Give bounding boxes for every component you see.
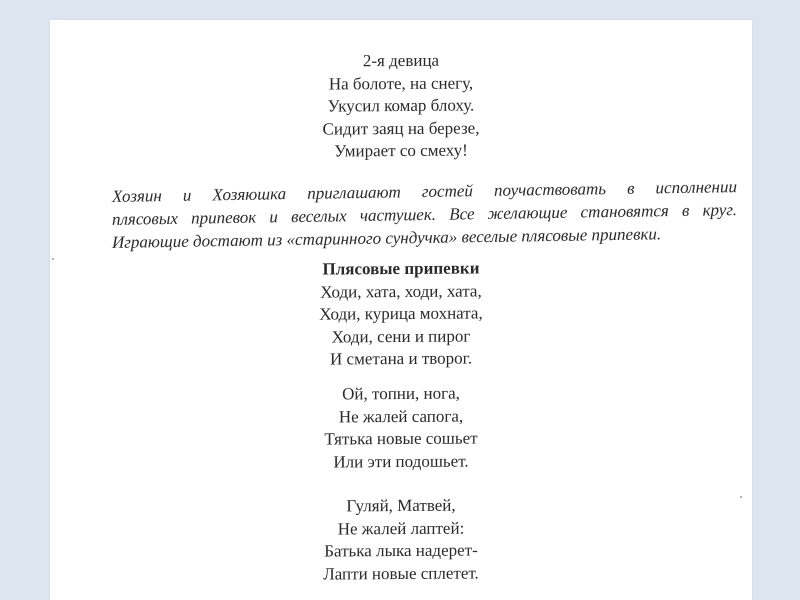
stage-direction-line: Хозяин и Хозяюшка приглашают гостей поучаствовать в исполнении [112, 177, 737, 206]
verse-line: Ходи, курица мохната, [319, 303, 483, 324]
verse-line: Ходи, хата, ходи, хата, [320, 280, 482, 302]
dance-songs-stanza-2 [50, 381, 752, 476]
verse-line: Ой, топни, нога, [342, 383, 460, 404]
speaker-label: 2-я девица [362, 50, 440, 71]
scan-speck [52, 258, 54, 260]
verse-line: Или эти подошьет. [333, 451, 469, 471]
section-title: Плясовые припевки [322, 258, 480, 279]
verse-line: Не жалей сапога, [338, 406, 464, 426]
verse-line: Ходи, сени и пирог [331, 326, 471, 346]
verse-line: Батька лыка надерет- [324, 540, 478, 561]
stage-direction-line: плясовых припевок и веселых частушек. Все желающие становятся в круг. [112, 200, 737, 229]
verse-line: Укусил комар блоху. [327, 95, 475, 116]
verse-first-maiden [50, 48, 752, 165]
verse-line: Лапти новые сплетет. [323, 562, 479, 584]
stage-direction [112, 175, 737, 254]
verse-line: И сметана и творог. [330, 348, 472, 369]
verse-line: Гуляй, Матвей, [346, 495, 456, 516]
verse-line: На болоте, на снегу, [328, 72, 474, 94]
scan-speck [740, 496, 742, 498]
dance-songs-stanza-3 [50, 493, 752, 588]
verse-line: Умирает со смеху! [334, 140, 468, 161]
stage-direction-line: Играющие достают из «старинного сундучка» веселые плясовые припевки. [112, 224, 662, 252]
verse-line: Тятька новые сошьет [324, 428, 478, 449]
verse-line: Не жалей лаптей: [337, 518, 465, 538]
document-page [50, 20, 752, 600]
verse-line: Сидит заяц на березе, [322, 117, 480, 139]
dance-songs-stanza-1 [50, 256, 752, 373]
